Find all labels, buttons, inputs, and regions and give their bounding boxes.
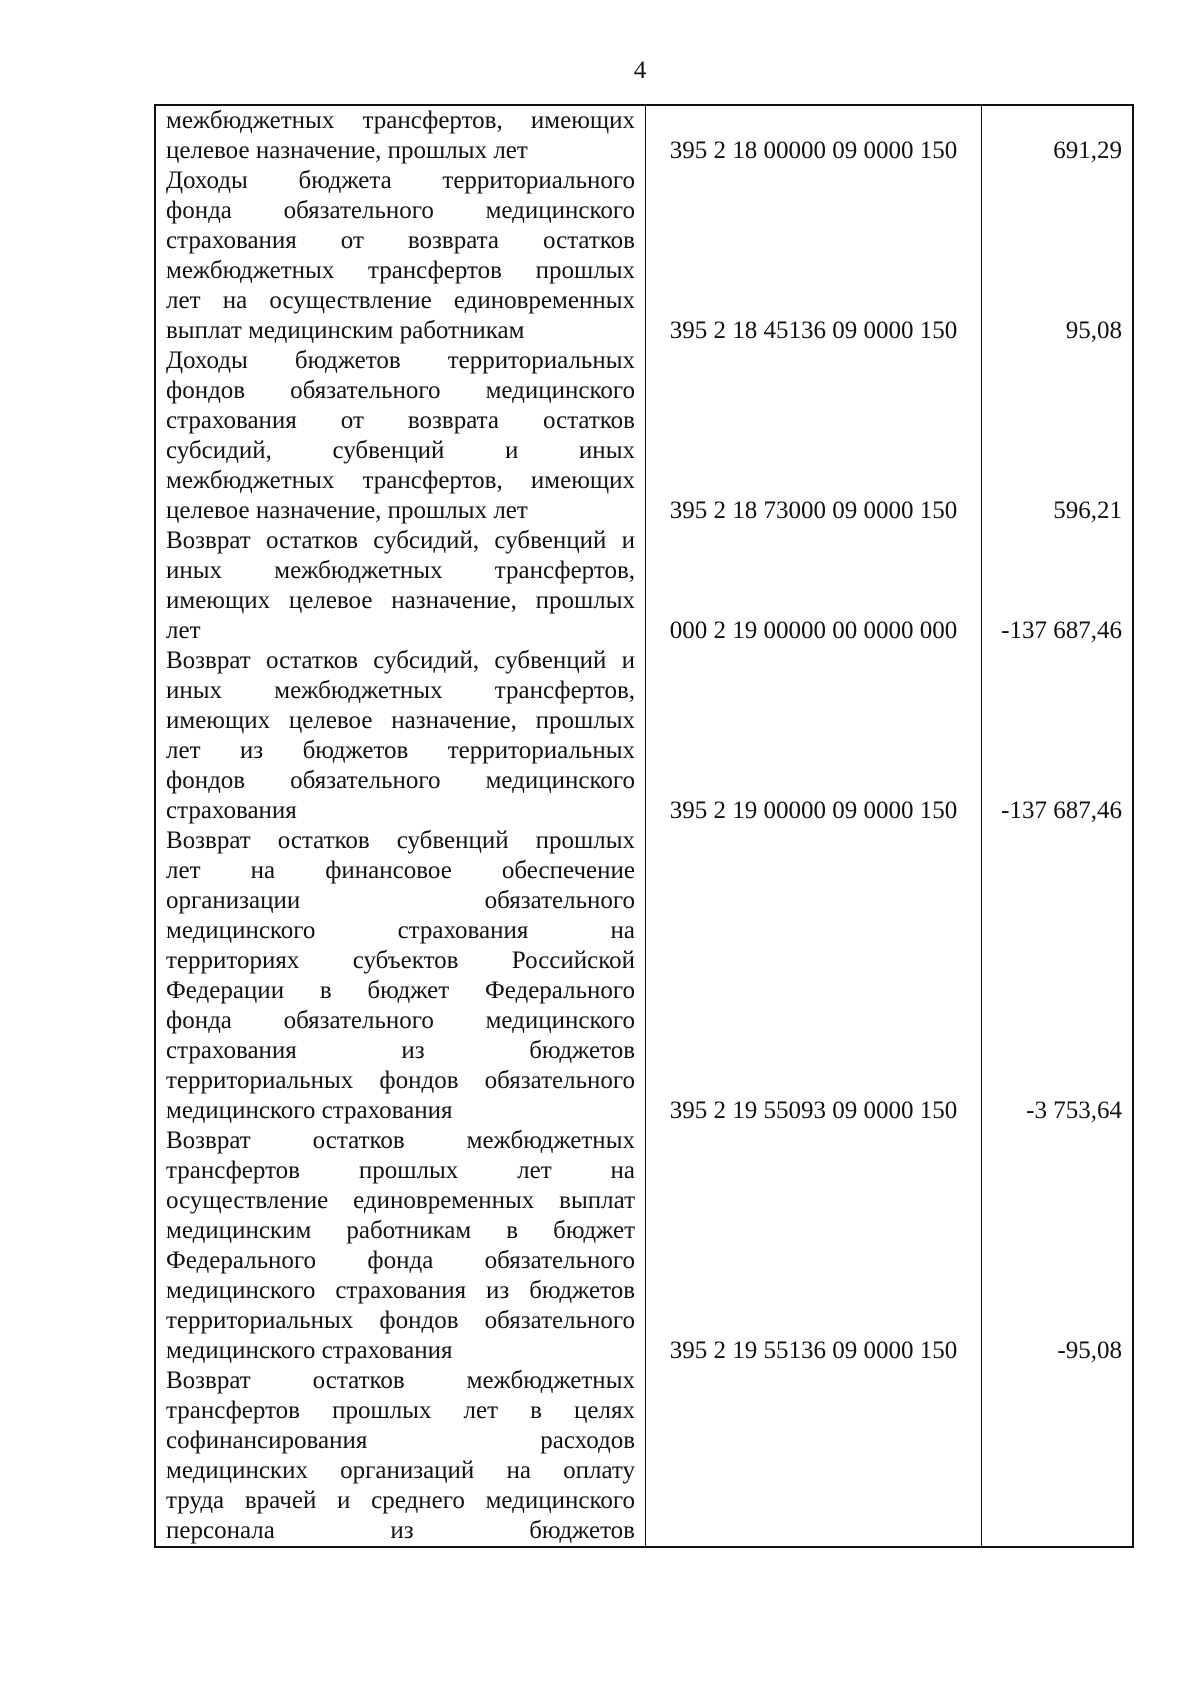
description-line: межбюджетных трансфертов, имеющих [166,467,635,494]
description-cell [156,646,646,826]
budget-code: 000 2 19 00000 00 0000 000 [669,617,958,644]
description-cell [156,1126,646,1366]
description-line: иных межбюджетных трансфертов, [166,677,635,704]
description-cell [156,346,646,526]
page-number: 4 [633,57,647,84]
code-cell [646,646,982,826]
description-line: медицинского страхования из бюджетов [166,1277,635,1304]
description-line: фондов обязательного медицинского [166,377,635,404]
code-cell [646,346,982,526]
description-line: Возврат остатков межбюджетных [166,1127,635,1154]
description-line: Возврат остатков субсидий, субвенций и [166,647,635,674]
table-row [156,826,1132,1126]
description-line: территориальных фондов обязательного [166,1067,635,1094]
description-line: Возврат остатков субсидий, субвенций и [166,527,635,554]
description-line: территориальных фондов обязательного [166,1307,635,1334]
code-cell [646,826,982,1126]
description-line: целевое назначение, прошлых лет [166,137,528,164]
amount-cell [982,1126,1132,1366]
amount-value: 596,21 [1053,497,1122,524]
description-line: труда врачей и среднего медицинского [166,1487,635,1514]
budget-code: 395 2 18 45136 09 0000 150 [669,317,958,344]
description-line: лет на финансовое обеспечение [166,857,635,884]
budget-code: 395 2 18 73000 09 0000 150 [669,497,958,524]
description-line: лет из бюджетов территориальных [166,737,635,764]
amount-value: 95,08 [1065,317,1122,344]
code-cell [646,1126,982,1366]
description-cell [156,106,646,166]
amount-cell [982,1366,1132,1546]
description-cell [156,166,646,346]
description-line: имеющих целевое назначение, прошлых [166,587,635,614]
description-line: выплат медицинским работникам [166,317,525,344]
description-line: межбюджетных трансфертов, имеющих [166,107,635,134]
description-line: межбюджетных трансфертов прошлых [166,257,635,284]
budget-code: 395 2 19 55093 09 0000 150 [669,1097,958,1124]
table-row [156,1126,1132,1366]
amount-cell [982,526,1132,646]
description-line: страхования от возврата остатков [166,407,635,434]
description-cell [156,526,646,646]
description-line: лет на осуществление единовременных [166,287,635,314]
description-line: субсидий, субвенций и иных [166,437,635,464]
description-line: Возврат остатков субвенций прошлых [166,827,635,854]
description-line: медицинских организаций на оплату [166,1457,635,1484]
description-line: лет [166,617,201,644]
description-line: страхования от возврата остатков [166,227,635,254]
description-line: софинансирования расходов [166,1427,635,1454]
description-line: Федерального фонда обязательного [166,1247,635,1274]
description-line: медицинского страхования [166,1097,453,1124]
code-cell [646,106,982,166]
description-line: медицинским работникам в бюджет [166,1217,635,1244]
table-row [156,106,1132,166]
amount-cell [982,346,1132,526]
description-line: осуществление единовременных выплат [166,1187,635,1214]
description-cell [156,1366,646,1546]
amount-value: -3 753,64 [1026,1097,1122,1124]
description-cell [156,826,646,1126]
amount-value: -95,08 [1057,1337,1122,1364]
description-line: организации обязательного [166,887,635,914]
description-line: имеющих целевое назначение, прошлых [166,707,635,734]
description-line: персонала из бюджетов [166,1517,635,1544]
description-line: страхования [166,797,297,824]
budget-code: 395 2 18 00000 09 0000 150 [669,137,958,164]
table-row [156,526,1132,646]
description-line: страхования из бюджетов [166,1037,635,1064]
description-line: Федерации в бюджет Федерального [166,977,635,1004]
description-line: фондов обязательного медицинского [166,767,635,794]
amount-value: 691,29 [1053,137,1122,164]
table-row [156,346,1132,526]
amount-cell [982,166,1132,346]
description-line: целевое назначение, прошлых лет [166,497,528,524]
budget-code: 395 2 19 00000 09 0000 150 [669,797,958,824]
code-cell [646,526,982,646]
description-line: медицинского страхования на [166,917,635,944]
description-line: фонда обязательного медицинского [166,1007,635,1034]
budget-code: 395 2 19 55136 09 0000 150 [669,1337,958,1364]
code-cell [646,166,982,346]
amount-cell [982,646,1132,826]
amount-cell [982,106,1132,166]
table-row [156,1366,1132,1546]
description-line: трансфертов прошлых лет в целях [166,1397,635,1424]
description-line: трансфертов прошлых лет на [166,1157,635,1184]
code-cell [646,1366,982,1546]
budget-table [154,104,1134,1548]
description-line: медицинского страхования [166,1337,453,1364]
table-row [156,646,1132,826]
amount-value: -137 687,46 [1001,617,1122,644]
table-row [156,166,1132,346]
description-line: фонда обязательного медицинского [166,197,635,224]
description-line: Доходы бюджетов территориальных [166,347,635,374]
amount-value: -137 687,46 [1001,797,1122,824]
description-line: Доходы бюджета территориального [166,167,635,194]
description-line: Возврат остатков межбюджетных [166,1367,635,1394]
description-line: территориях субъектов Российской [166,947,635,974]
amount-cell [982,826,1132,1126]
description-line: иных межбюджетных трансфертов, [166,557,635,584]
